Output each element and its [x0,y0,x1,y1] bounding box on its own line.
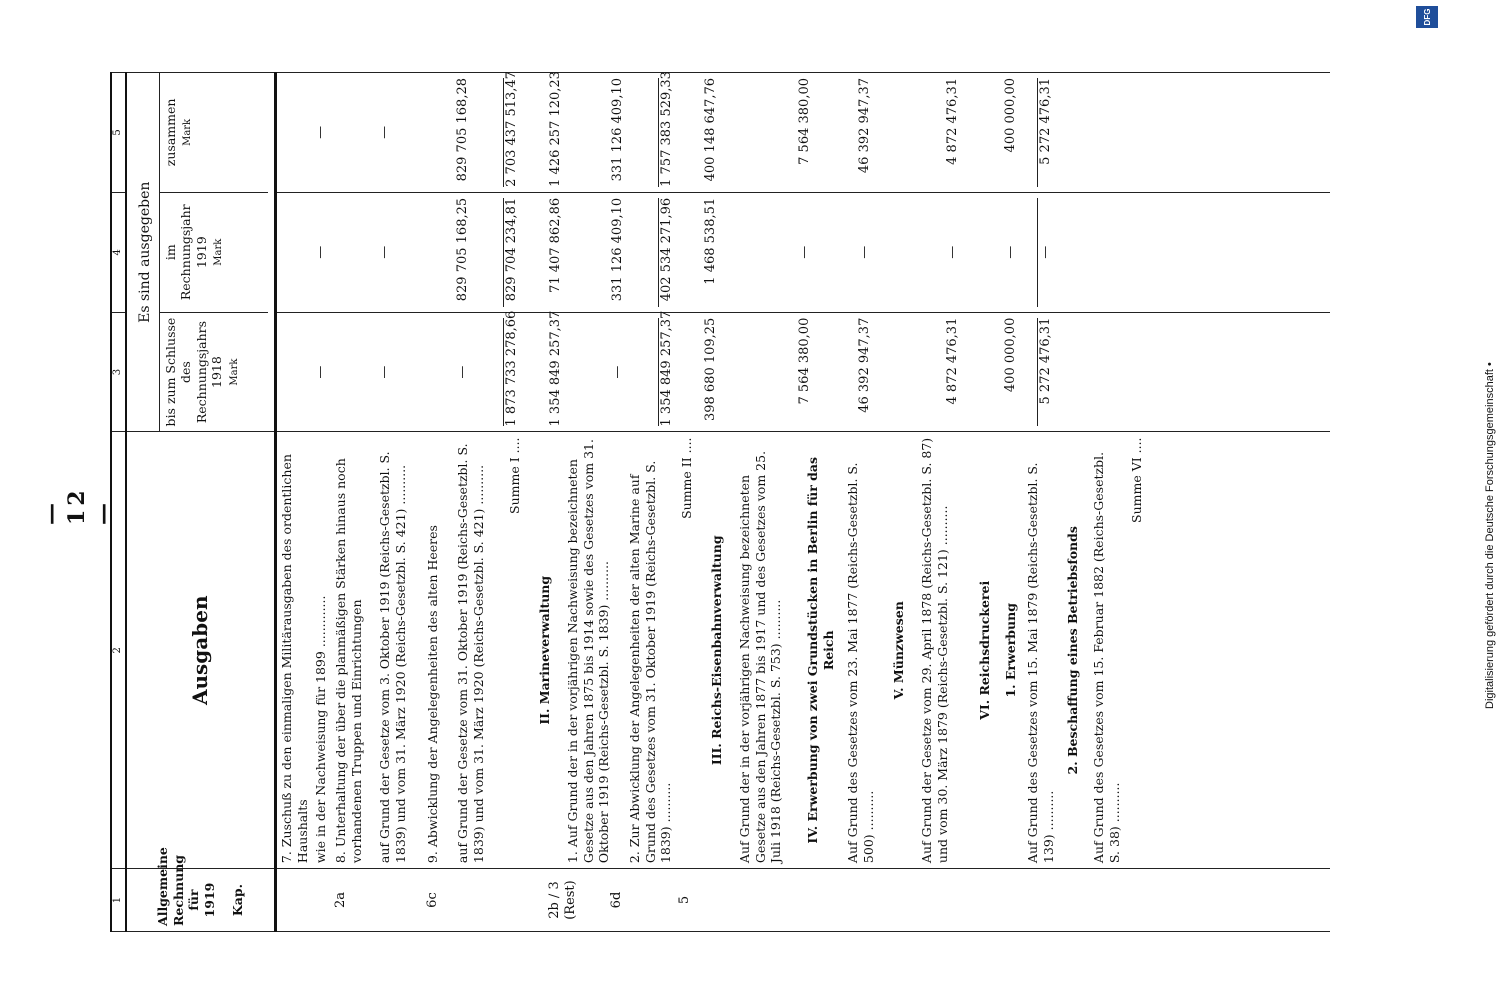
row-description: auf Grund der Gesetze vom 3. Oktober 1919 (Reichs-Gesetzbl. S. 1839) und vom 31. März 1920 (Reichs-Gesetzbl. S. 421) .......... [377,451,408,864]
row-kap: 2b / 3 (Rest) [547,880,579,920]
row-kap [759,874,795,926]
row-amount-c3 [981,318,1003,427]
col3-unit: Mark [229,358,240,386]
row-amount-c5 [927,78,945,187]
row-amount-c5: 46 392 947,37 [857,78,872,174]
col-number-2: 2 [111,432,126,869]
body-row [276,73,1331,932]
row-description: wie in der Nachweisung für 1899 ............. [313,595,328,864]
row-kap [503,874,523,926]
footer-note: Digitalisierung gefördert durch die Deutsche Forschungsgemeinschaft • [1484,362,1496,709]
row-description: Auf Grund des Gesetzes vom 15. Februar 1882 (Reichs-Gesetzbl. S. 38) .......... [1091,451,1122,864]
row-amount-c5 [833,78,857,187]
row-amount-c3: 46 392 947,37 [857,317,872,413]
row-amount-c4: 402 534 271,96 [658,198,679,307]
row-kap [279,874,313,926]
row-kap [979,874,1001,926]
row-kap: 2a [333,892,348,909]
description-column [276,432,1331,869]
row-amount-c3: 400 000,00 [1003,317,1018,393]
col4-header [160,192,268,312]
col-number-1: 1 [111,869,126,932]
col1-header [126,847,276,932]
col1-title: Allgemeine Rechnung für 1919 [155,847,218,926]
row-description: 7. Zuschuß zu den einmaligen Militärausgaben des ordentlichen Haushalts [279,454,310,864]
row-amount-c4: 71 407 862,86 [548,197,563,293]
col5-header [160,73,268,192]
row-amount-c3 [333,318,377,427]
row-amount-c3: — [313,365,328,379]
row-amount-c3: 4 872 476,31 [945,317,960,405]
row-description: IV. Erwerbung von zwei Grundstücken in Berlin für das Reich [805,456,836,844]
col5-values [276,73,1331,193]
row-kap [855,874,903,926]
row-amount-c3: — [377,365,392,379]
row-amount-c4 [905,198,927,307]
col3-values [276,312,1331,432]
col4-title: im Rechnungsjahr 1919 [162,204,209,301]
row-description: Summe I .... [507,437,522,514]
row-amount-c3 [905,318,927,427]
row-amount-c4 [833,198,857,307]
row-description: 2. Zur Abwicklung der Angelegenheiten der alten Marine auf Grund des Gesetzes vom 31. Oktober 1919 (Reichs-Gesetzbl. S. 1839) .......... [627,460,674,864]
page-number: — 12 — [38,486,116,525]
row-amount-c5: 1 757 383 529,33 [658,78,679,187]
group-title: Es sind ausgegeben [133,73,160,431]
row-description: auf Grund der Gesetze vom 31. Oktober 1919 (Reichs-Gesetzbl. S. 1839) und vom 31. März 1920 (Reichs-Gesetzbl. S. 421) .......... [455,443,486,864]
row-amount-c4: 1 468 538,51 [703,197,718,285]
row-amount-c3 [425,318,455,427]
row-kap [455,874,503,926]
row-kap: 6d [609,891,624,909]
col4-values [276,192,1331,312]
row-description: Summe II .... [679,437,694,519]
row-amount-c4: — [1003,245,1018,259]
row-amount-c4: — [797,245,812,259]
expenditure-table [110,72,1330,932]
col-number-3: 3 [111,312,126,432]
row-amount-c4 [425,198,455,307]
row-amount-c3 [679,318,703,427]
row-amount-c5: — [377,125,392,139]
col1-sub: Kap. [229,884,245,917]
row-kap [795,874,831,926]
row-amount-c5 [333,78,377,187]
group-header [126,73,276,432]
row-amount-c4: 829 704 234,81 [503,198,524,307]
row-amount-c5: 829 705 168,28 [455,78,470,182]
row-amount-c5: 4 872 476,31 [945,78,960,165]
row-kap [701,874,759,926]
row-amount-c3: — [610,365,625,379]
row-kap [903,874,925,926]
row-description: 1. Auf Grund der in der vorjährigen Nachweisung bezeichneten Gesetze aus den Jahren 1875 bis 1914 sowie des Gesetzes vom 31. Oktober 1919 (Reichs-Gesetzbl. S. 1839) .......... [565,439,612,864]
row-amount-c3 [833,318,857,427]
col5-unit: Mark [182,118,194,146]
row-amount-c4 [927,198,945,307]
row-amount-c5 [761,78,797,187]
row-amount-c4 [679,198,703,307]
row-description: Auf Grund des Gesetzes vom 15. Mai 1879 (Reichs-Gesetzbl. S. 139) .......... [1025,462,1056,864]
row-amount-c3: 7 564 380,00 [797,317,812,405]
dfg-logo: DFG [1416,6,1438,28]
row-amount-c3 [927,318,945,427]
row-kap [657,874,677,926]
row-description: Auf Grund der in der vorjährigen Nachweisung bezeichneten Gesetze aus den Jahren 1877 bis 1917 und des Gesetzes vom 25. Juli 1918 (Reichs-Gesetzbl. S. 753) .......... [737,450,784,864]
row-kap: 5 [677,895,692,905]
row-amount-c4: — [1037,198,1058,307]
row-amount-c5: 400 148 647,76 [703,78,718,182]
row-amount-c5: 2 703 437 513,47 [503,78,524,187]
kap-column [276,869,1331,932]
row-amount-c3: 5 272 476,31 [1037,318,1058,427]
row-amount-c3 [761,318,797,427]
row-amount-c5 [905,78,927,187]
row-amount-c5: — [313,125,328,139]
row-amount-c4: — [945,245,960,259]
row-description: Summe VI .... [1129,437,1144,523]
row-amount-c5: 1 426 257 120,23 [548,71,563,187]
row-amount-c3: 1 873 733 278,66 [503,318,524,427]
row-description: Auf Grund des Gesetzes vom 23. Mai 1877 (Reichs-Gesetzbl. S. 500) .......... [845,462,876,864]
col3-header [160,312,268,432]
sub-headers [160,73,268,431]
row-amount-c4 [524,198,548,307]
row-amount-c3: 1 354 849 257,37 [548,310,563,427]
row-amount-c4: 829 705 168,25 [455,197,470,302]
row-amount-c5: 7 564 380,00 [797,78,812,165]
col2-header: Ausgaben [126,432,276,869]
row-amount-c3: 1 354 849 257,37 [658,318,679,427]
row-description: 2. Beschaffung eines Betriebsfonds [1065,526,1080,775]
row-amount-c5 [524,78,548,187]
row-description: II. Marineverwaltung [537,575,552,725]
row-kap [313,874,333,926]
row-description: Auf Grund der Gesetze vom 29. April 1878 (Reichs-Gesetzbl. S. 87) und vom 30. März 1879 (Reichs-Gesetzbl. S. 121) .......... [919,437,950,864]
row-description: III. Reichs-Eisenbahnverwaltung [709,535,724,766]
row-kap [831,874,855,926]
row-amount-c5: 331 126 409,10 [610,78,625,182]
row-amount-c4: — [313,245,328,259]
rotated-table-wrapper [110,72,1330,932]
row-description: V. Münzwesen [891,601,906,700]
row-amount-c4: — [377,245,392,259]
col-number-5: 5 [111,73,126,193]
row-amount-c4 [761,198,797,307]
col3-title: bis zum Schlusse des Rechnungsjahrs 1918 [162,317,225,427]
row-amount-c4 [279,198,313,307]
row-kap [943,874,979,926]
row-kap [523,874,547,926]
row-amount-c3 [524,318,548,427]
row-description: 9. Abwicklung der Angelegenheiten des alten Heeres [425,525,440,864]
row-amount-c5 [981,78,1003,187]
row-amount-c5: 5 272 476,31 [1037,78,1058,187]
col5-title: zusammen [162,98,178,167]
row-amount-c5 [279,78,313,187]
row-amount-c4: 331 126 409,10 [610,197,625,302]
row-kap: 6c [425,892,440,908]
row-amount-c5: 400 000,00 [1003,78,1018,153]
row-description: 1. Erwerbung [1003,603,1018,698]
row-amount-c3: 398 680 109,25 [703,317,718,422]
col-number-4: 4 [111,192,126,312]
row-kap [1001,874,1035,926]
column-number-row [111,73,126,932]
row-amount-c5 [679,78,703,187]
row-kap [925,874,943,926]
row-kap [377,874,425,926]
row-kap [1035,874,1055,926]
row-amount-c4: — [857,245,872,259]
row-description: VI. Reichsdruckerei [977,580,992,720]
header-row [126,73,276,932]
row-amount-c4 [981,198,1003,307]
row-amount-c5 [425,78,455,187]
row-amount-c3 [279,318,313,427]
col4-unit: Mark [213,238,225,266]
row-amount-c4 [333,198,377,307]
row-description: 8. Unterhaltung der über die planmäßigen Stärken hinaus noch vorhandenen Truppen und Einrichtungen [333,458,364,864]
row-amount-c3: — [455,365,470,379]
